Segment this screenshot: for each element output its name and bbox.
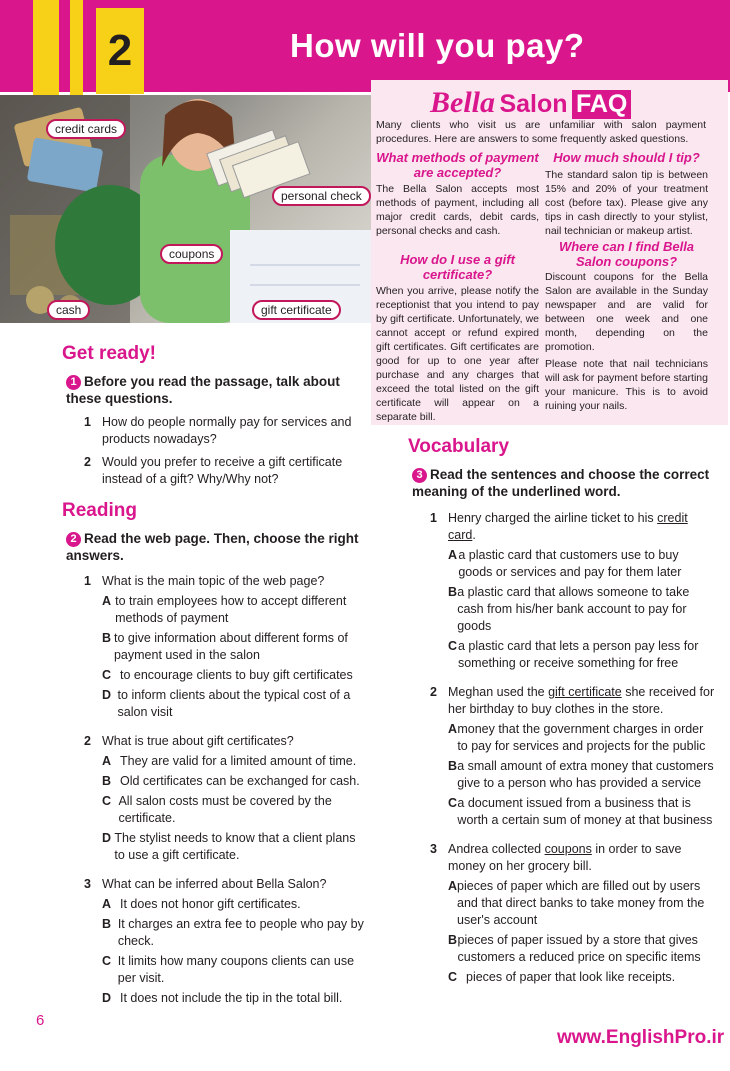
option-text: money that the government charges in order to pay for services and projects for the public [457, 722, 706, 753]
question [84, 573, 369, 590]
question-text-part: Meghan used the [448, 685, 549, 699]
underlined-word: gift certificate [548, 685, 622, 699]
option-letter: B [102, 774, 112, 788]
option-letter: C [448, 970, 458, 984]
faq-intro: Many clients who visit us are unfamiliar with salon payment procedures. Here are answers to some frequently asked questions. [376, 119, 706, 145]
question-number: 1 [84, 574, 91, 588]
question [430, 684, 715, 718]
answer-option[interactable] [102, 667, 369, 684]
option-letter: D [102, 831, 112, 845]
faq-q3-text: The standard salon tip is between 15% and 20% of your treatment cost (before tax). Please give any tips in cash directly to your stylist, nail technician or makeup artist. [545, 169, 708, 237]
vocabulary-questions [430, 510, 715, 998]
instruction-number-badge: 1 [66, 375, 81, 390]
question-text-part: in order to save money on her grocery bill. [448, 842, 682, 873]
instruction-text: Read the web page. Then, choose the right answers. [66, 531, 359, 563]
underlined-word: coupons [544, 842, 592, 856]
option-letter: A [448, 548, 458, 562]
question-text-part: she received for her birthday to buy clothes in the store. [448, 685, 715, 716]
question [84, 454, 369, 488]
option-letter: B [448, 933, 458, 947]
instruction-text: Before you read the passage, talk about these questions. [66, 374, 340, 406]
question-number: 2 [430, 685, 437, 699]
answer-option[interactable] [102, 896, 369, 913]
hero-photo [0, 95, 372, 323]
option-text: The stylist needs to know that a client plans to use a gift certificate. [114, 831, 356, 862]
option-text: All salon costs must be covered by the certificate. [118, 794, 332, 825]
answer-option[interactable] [102, 593, 369, 627]
answer-option[interactable] [102, 687, 369, 721]
answer-option[interactable] [102, 793, 369, 827]
option-letter: C [448, 796, 458, 810]
question-text [448, 684, 715, 718]
get-ready-questions [84, 414, 369, 494]
answer-option[interactable] [102, 990, 369, 1007]
question-text-part: Henry charged the airline ticket to his [448, 511, 658, 525]
option-text: It limits how many coupons clients can use per visit. [117, 954, 355, 985]
answer-option[interactable] [448, 758, 715, 792]
option-letter: B [448, 585, 458, 599]
answer-option[interactable] [102, 953, 369, 987]
website-link[interactable]: www.EnglishPro.ir [557, 1027, 725, 1048]
option-letter: B [102, 631, 112, 645]
option-text: a plastic card that customers use to buy goods or services and pay for them later [458, 548, 682, 579]
get-ready-heading: Get ready! [62, 343, 156, 364]
option-letter: A [102, 754, 112, 768]
option-letter: B [448, 759, 458, 773]
label-personal-check: personal check [272, 186, 371, 206]
option-text: to train employees how to accept different methods of payment [115, 594, 347, 625]
faq-q2-heading: How do I use a gift certificate? [400, 252, 515, 282]
label-cash: cash [47, 300, 90, 320]
reading-questions [84, 573, 369, 1019]
label-coupons: coupons [160, 244, 223, 264]
option-text: a small amount of extra money that customers give to a person who has provided a service [457, 759, 714, 790]
option-text: It charges an extra fee to people who pay by check. [117, 917, 364, 948]
vocabulary-instruction [412, 466, 718, 500]
answer-option[interactable] [448, 638, 715, 672]
answer-option[interactable] [448, 932, 715, 966]
question-text-part: . [472, 528, 476, 542]
get-ready-instruction [66, 373, 366, 407]
option-letter: D [102, 991, 112, 1005]
option-text: It does not honor gift certificates. [120, 897, 301, 911]
faq-q1-text: The Bella Salon accepts most methods of payment, including all major credit cards, debit cards, personal checks and cash. [376, 183, 539, 237]
answer-option[interactable] [102, 753, 369, 770]
yellow-stripe [33, 0, 59, 100]
question [84, 414, 369, 448]
question-text-part: Andrea collected [448, 842, 545, 856]
answer-option[interactable] [448, 795, 715, 829]
vocabulary-heading: Vocabulary [408, 436, 510, 457]
question-number: 1 [84, 415, 91, 429]
instruction-number-badge: 3 [412, 468, 427, 483]
page-title: How will you pay? [290, 27, 585, 64]
option-text: a plastic card that lets a person pay less for something or receive something for free [457, 639, 699, 670]
reading-instruction [66, 530, 368, 564]
faq-title [430, 86, 631, 120]
reading-heading: Reading [62, 500, 137, 521]
option-letter: C [448, 639, 458, 653]
question-text: Would you prefer to receive a gift certificate instead of a gift? Why/Why not? [102, 455, 343, 486]
option-letter: D [102, 688, 112, 702]
answer-option[interactable] [102, 830, 369, 864]
faq-brand-word: Salon [499, 90, 568, 118]
faq-q4-text: Discount coupons for the Bella Salon are available in the Sunday newspaper and are valid for between one week and one month, depending on the promotion. [545, 271, 708, 353]
faq-q4-heading: Where can I find Bella Salon coupons? [558, 239, 695, 269]
option-text: pieces of paper issued by a store that gives customers a reduced price on specific items [457, 933, 701, 964]
faq-badge: FAQ [572, 90, 631, 119]
question-number: 1 [430, 511, 437, 525]
question [84, 733, 369, 750]
option-letter: C [102, 954, 112, 968]
answer-option[interactable] [102, 630, 369, 664]
answer-option[interactable] [102, 916, 369, 950]
label-gift-certificate: gift certificate [252, 300, 341, 320]
question-number: 3 [430, 842, 437, 856]
instruction-text: Read the sentences and choose the correct meaning of the underlined word. [412, 467, 710, 499]
question [430, 841, 715, 875]
question-text [448, 510, 715, 544]
answer-option[interactable] [448, 547, 715, 581]
faq-q2-text: When you arrive, please notify the receptionist that you intend to pay by gift certificate. Unfortunately, we cannot accept or refund expired gift certificates. Gift certificates are good for up to one year after purchase and any charges that exceed the total listed on the gift certificate will appear on a separate bill. [376, 285, 539, 423]
option-text: pieces of paper which are filled out by users and that direct banks to take money from the user's account [457, 879, 705, 927]
faq-q1-heading: What methods of payment are accepted? [376, 150, 539, 180]
answer-option[interactable] [448, 878, 715, 929]
option-text: a plastic card that allows someone to take cash from his/her bank account to pay for goods [457, 585, 690, 633]
question-text: What is true about gift certificates? [102, 734, 294, 748]
answer-option[interactable] [448, 721, 715, 755]
question-number: 3 [84, 877, 91, 891]
option-text: a document issued from a business that is worth a certain sum of money at that business [457, 796, 713, 827]
question-text [448, 841, 715, 875]
option-text: It does not include the tip in the total bill. [120, 991, 343, 1005]
faq-q4-note: Please note that nail technicians will ask for payment before starting your manicure. This is to avoid ruining your nails. [545, 358, 708, 412]
option-letter: C [102, 668, 112, 682]
option-text: to encourage clients to buy gift certificates [120, 668, 353, 682]
option-text: Old certificates can be exchanged for cash. [120, 774, 360, 788]
answer-option[interactable] [448, 584, 715, 635]
underlined-word: credit card [448, 511, 688, 542]
option-text: They are valid for a limited amount of time. [120, 754, 357, 768]
option-letter: A [448, 722, 458, 736]
option-text: to give information about different forms of payment used in the salon [113, 631, 348, 662]
question-number: 2 [84, 734, 91, 748]
question [430, 510, 715, 544]
label-credit-cards: credit cards [46, 119, 126, 139]
option-letter: C [102, 794, 112, 808]
option-letter: A [102, 594, 112, 608]
answer-option[interactable] [102, 773, 369, 790]
question-text: What is the main topic of the web page? [102, 574, 325, 588]
answer-option[interactable] [448, 969, 715, 986]
option-letter: A [448, 879, 458, 893]
page-number: 6 [36, 1012, 45, 1029]
unit-number: 2 [96, 8, 144, 94]
option-letter: A [102, 897, 112, 911]
question-text: What can be inferred about Bella Salon? [102, 877, 327, 891]
faq-brand-script: Bella [430, 86, 495, 119]
option-text: pieces of paper that look like receipts. [466, 970, 676, 984]
yellow-stripe [70, 0, 83, 100]
question [84, 876, 369, 893]
option-text: to inform clients about the typical cost of a salon visit [117, 688, 351, 719]
instruction-number-badge: 2 [66, 532, 81, 547]
option-letter: B [102, 917, 112, 931]
question-number: 2 [84, 455, 91, 469]
question-text: How do people normally pay for services and products nowadays? [102, 415, 352, 446]
faq-q3-heading: How much should I tip? [553, 150, 700, 165]
